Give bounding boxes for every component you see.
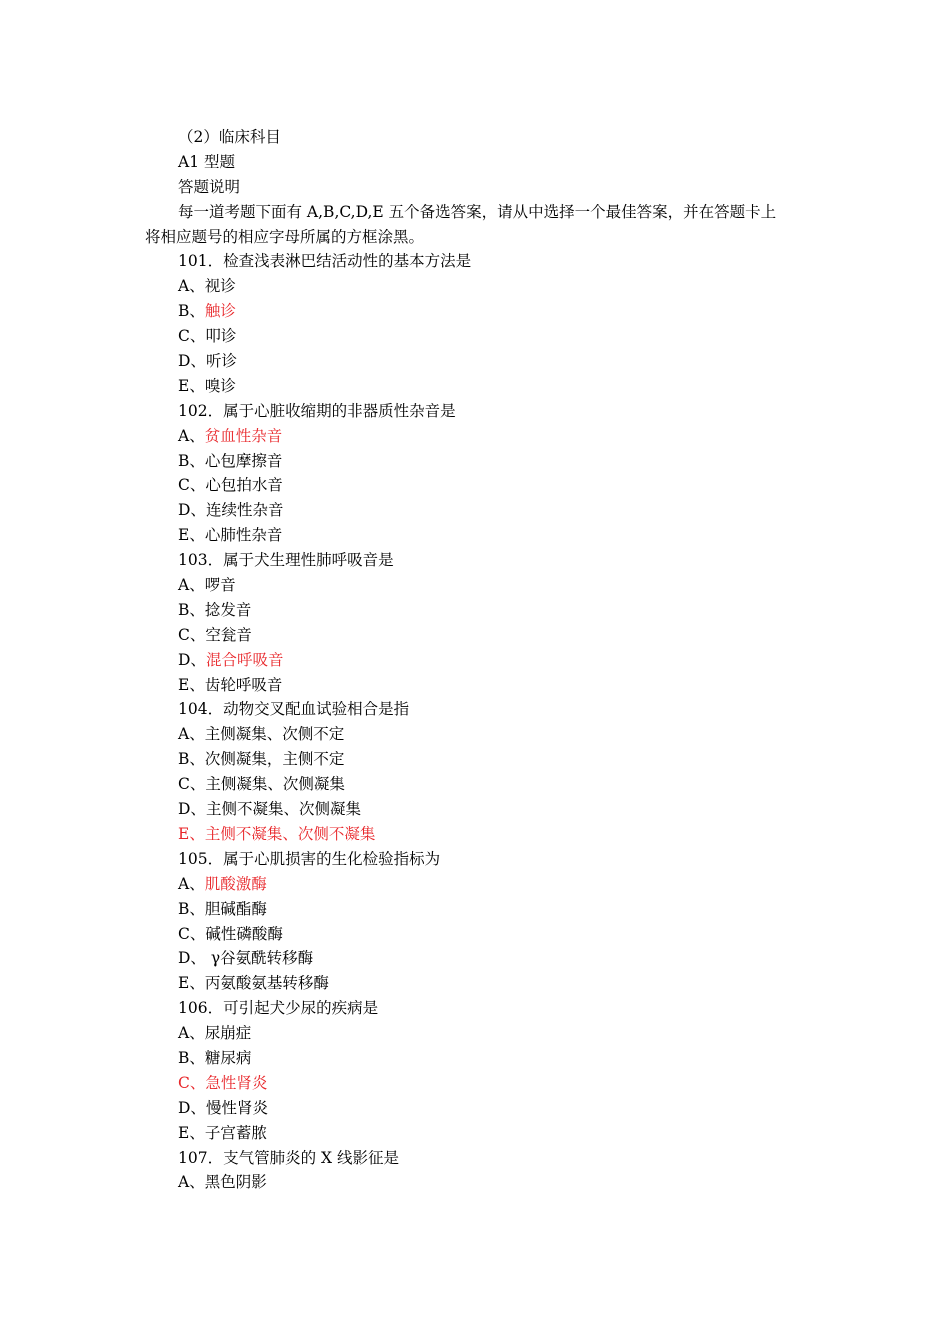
option-label: E、 (178, 675, 205, 694)
option-text: 主侧不凝集、次侧不凝集 (204, 824, 376, 843)
question-stem: 107．支气管肺炎的 X 线影征是 (178, 1148, 399, 1167)
option-label: B、 (178, 451, 205, 470)
answer-option (0, 673, 950, 698)
answer-option (0, 1096, 950, 1121)
option-text: 慢性肾炎 (205, 1098, 268, 1117)
question-type-heading: A1 型题 (178, 152, 235, 171)
option-text: 混合呼吸音 (205, 650, 284, 669)
option-label: B、 (178, 302, 205, 321)
instruction-title: 答题说明 (178, 177, 241, 196)
question-list (0, 249, 950, 1195)
question-stem: 106．可引起犬少尿的疾病是 (178, 999, 379, 1018)
option-text: 糖尿病 (204, 1048, 252, 1067)
option-label: E、 (178, 974, 205, 993)
answer-option (0, 722, 950, 747)
answer-option (0, 971, 950, 996)
option-text: 尿崩症 (204, 1024, 252, 1043)
answer-option (0, 1046, 950, 1071)
option-label: A、 (178, 874, 205, 893)
option-text: 叩诊 (205, 327, 237, 346)
option-text: 主侧凝集、次侧凝集 (205, 775, 345, 794)
option-text: 心包拍水音 (205, 476, 283, 495)
option-text: 捻发音 (204, 600, 252, 619)
answer-option (0, 797, 950, 822)
answer-option (0, 922, 950, 947)
option-text: 胆碱酯酶 (204, 899, 267, 918)
option-text: 黑色阴影 (204, 1173, 267, 1192)
option-label: C、 (178, 924, 206, 943)
answer-option (0, 573, 950, 598)
option-label: D、 (178, 501, 206, 520)
option-text: 嗅诊 (204, 376, 236, 395)
answer-option (0, 772, 950, 797)
option-label: D、 (178, 800, 206, 819)
answer-option (0, 473, 950, 498)
instruction-text-line-1: 每一道考题下面有 A,B,C,D,E 五个备选答案，请从中选择一个最佳答案，并在答题卡上 (178, 202, 777, 221)
option-label: D、 (178, 650, 206, 669)
option-label: C、 (178, 327, 206, 346)
question-stem: 105．属于心肌损害的生化检验指标为 (178, 849, 441, 868)
option-text: 心肺性杂音 (204, 526, 283, 545)
answer-option (0, 598, 950, 623)
option-text: 急性肾炎 (205, 1073, 268, 1092)
answer-option-correct (0, 424, 950, 449)
answer-option-correct (0, 1071, 950, 1096)
option-text: γ谷氨酰转移酶 (205, 949, 314, 968)
answer-option (0, 274, 950, 299)
option-text: 丙氨酸氨基转移酶 (204, 974, 329, 993)
option-label: C、 (178, 625, 206, 644)
option-label: E、 (178, 824, 205, 843)
instruction-text-line-2: 将相应题号的相应字母所属的方框涂黑。 (145, 227, 425, 246)
answer-option-correct (0, 822, 950, 847)
option-label: B、 (178, 899, 205, 918)
option-label: B、 (178, 1048, 205, 1067)
option-text: 肌酸激酶 (204, 874, 267, 893)
option-label: E、 (178, 526, 205, 545)
option-label: E、 (178, 1123, 205, 1142)
option-text: 空瓮音 (205, 625, 252, 644)
option-text: 啰音 (204, 576, 236, 595)
option-text: 连续性杂音 (205, 501, 284, 520)
option-text: 触诊 (204, 302, 236, 321)
option-text: 贫血性杂音 (204, 426, 283, 445)
option-text: 齿轮呼吸音 (204, 675, 283, 694)
option-text: 听诊 (205, 352, 237, 371)
answer-option (0, 1170, 950, 1195)
answer-option (0, 523, 950, 548)
question-stem: 102．属于心脏收缩期的非器质性杂音是 (178, 401, 456, 420)
option-label: C、 (178, 775, 206, 794)
option-text: 主侧凝集、次侧不定 (204, 725, 345, 744)
question-stem: 104．动物交叉配血试验相合是指 (178, 700, 410, 719)
option-label: A、 (178, 576, 205, 595)
document-content (0, 125, 950, 1195)
option-label: D、 (178, 352, 206, 371)
answer-option-correct (0, 872, 950, 897)
answer-option (0, 1121, 950, 1146)
option-label: B、 (178, 750, 205, 769)
answer-option (0, 498, 950, 523)
answer-option (0, 374, 950, 399)
option-label: C、 (178, 1073, 206, 1092)
option-label: A、 (178, 725, 205, 744)
section-heading: （2）临床科目 (178, 128, 281, 146)
option-text: 主侧不凝集、次侧凝集 (205, 800, 361, 819)
option-label: A、 (178, 1173, 205, 1192)
option-label: A、 (178, 277, 205, 296)
answer-option-correct (0, 648, 950, 673)
option-label: A、 (178, 1024, 205, 1043)
answer-option (0, 946, 950, 971)
option-label: B、 (178, 600, 205, 619)
answer-option (0, 747, 950, 772)
option-label: C、 (178, 476, 206, 495)
option-text: 碱性磷酸酶 (205, 924, 283, 943)
answer-option (0, 349, 950, 374)
option-text: 视诊 (204, 277, 236, 296)
answer-option (0, 324, 950, 349)
answer-option (0, 1021, 950, 1046)
question-stem: 103．属于犬生理性肺呼吸音是 (178, 551, 394, 570)
answer-option-correct (0, 299, 950, 324)
option-label: E、 (178, 376, 205, 395)
question-stem: 101．检查浅表淋巴结活动性的基本方法是 (178, 252, 472, 271)
option-text: 心包摩擦音 (204, 451, 283, 470)
answer-option (0, 449, 950, 474)
answer-option (0, 623, 950, 648)
answer-option (0, 897, 950, 922)
option-label: A、 (178, 426, 205, 445)
option-label: D、 (178, 949, 206, 968)
option-text: 次侧凝集，主侧不定 (204, 750, 345, 769)
option-text: 子宫蓄脓 (204, 1123, 267, 1142)
option-label: D、 (178, 1098, 206, 1117)
